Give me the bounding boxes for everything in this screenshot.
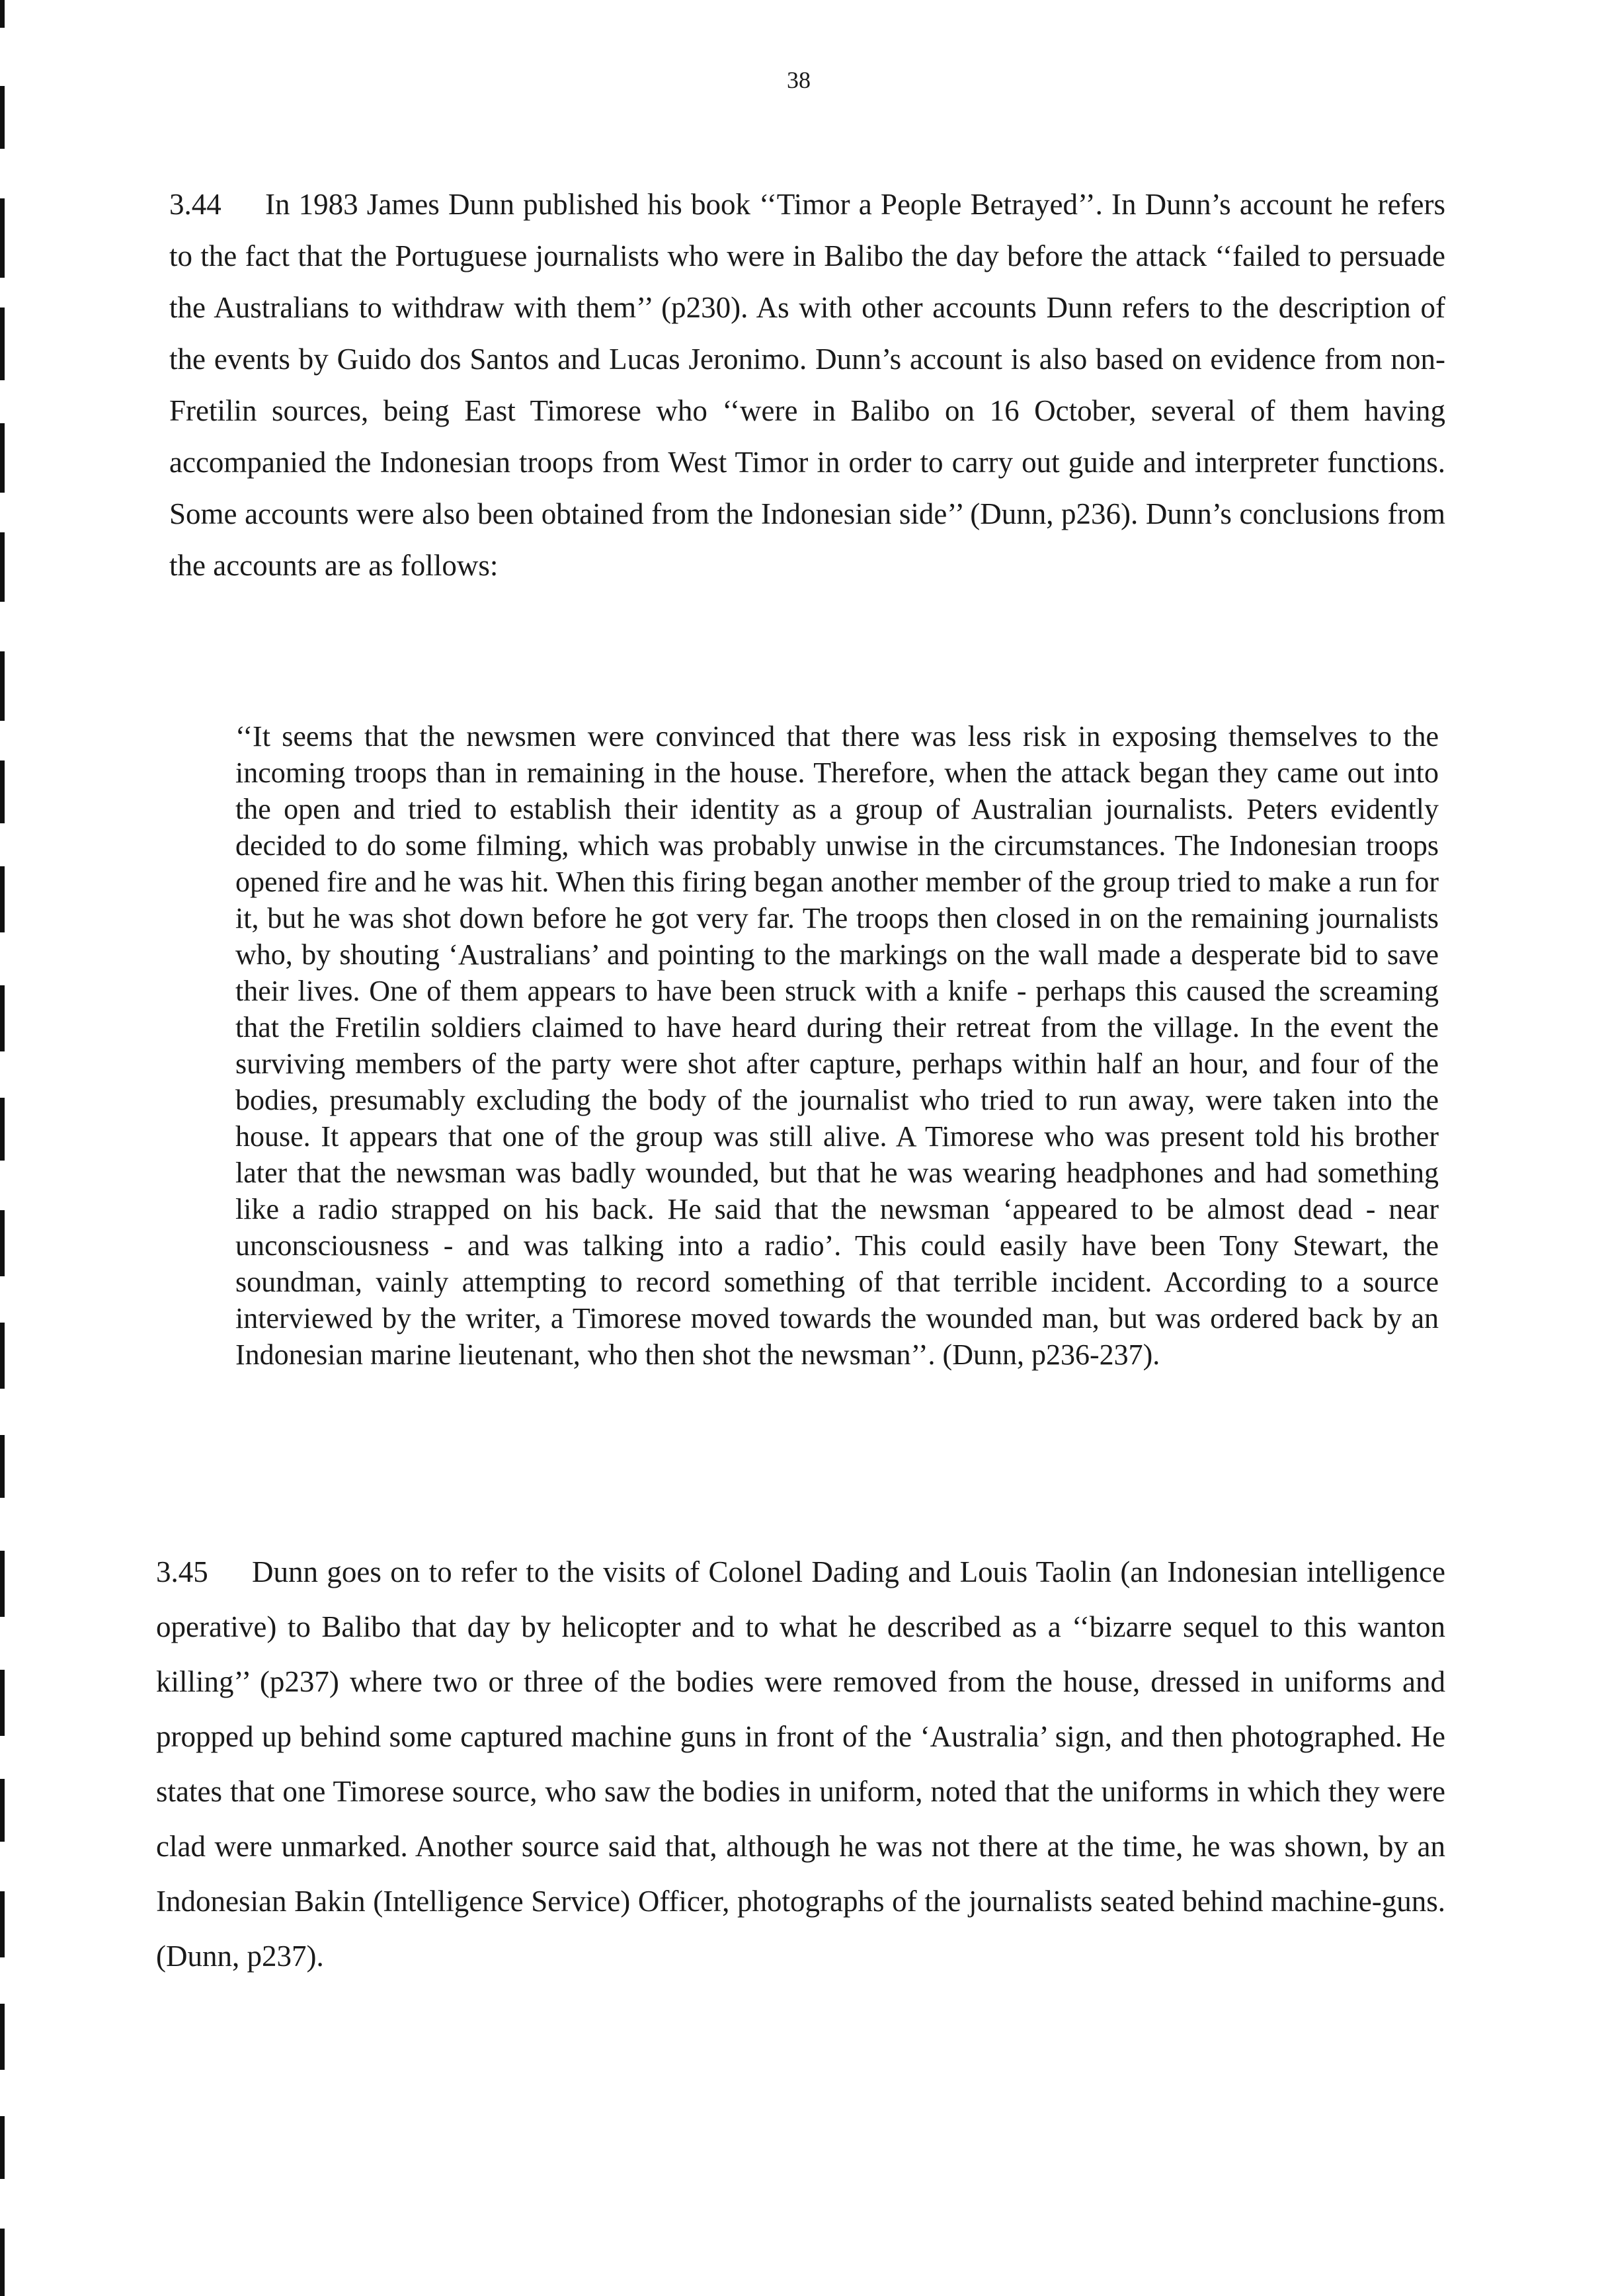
paragraph-text: Dunn goes on to refer to the visits of Colonel Dading and Louis Taolin (an Indonesian intelligence operative) to Balibo that day by helicopter and to what he described as a ‘‘bizarre sequel to this wanton killing’’ (p237) where two or three of the bodies were removed from the house, dressed in uniforms and propped up behind some captured machine guns in front of the ‘Australia’ sign, and then photographed. He states that one Timorese source, who saw the bodies in uniform, noted that the uniforms in which they were clad were unmarked. Another source said that, although he was not there at the time, he was shown, by an Indonesian Bakin (Intelligence Service) Officer, photographs of the journalists seated behind machine-guns. (Dunn, p237). xyxy=(156,1555,1445,1973)
binder-edge-mark xyxy=(0,866,5,932)
paragraph-number: 3.45 xyxy=(156,1555,208,1588)
binder-edge-mark xyxy=(0,423,5,493)
binder-edge-mark xyxy=(0,651,5,721)
paragraph-3-45 xyxy=(156,1545,1445,1984)
binder-edge-mark xyxy=(0,2004,5,2070)
binder-edge-mark xyxy=(0,1670,5,1736)
page-number: 38 xyxy=(787,67,811,93)
paragraph-3-44 xyxy=(169,179,1445,591)
binder-edge-mark xyxy=(0,198,5,278)
binder-edge-mark xyxy=(0,2116,5,2179)
binder-edge-mark xyxy=(0,1210,5,1276)
binder-edge-mark xyxy=(0,1551,5,1617)
binder-edge-mark xyxy=(0,308,5,380)
binder-edge-mark xyxy=(0,1323,5,1389)
binder-edge-mark xyxy=(0,1779,5,1842)
quote-text: ‘‘It seems that the newsmen were convinced that there was less risk in exposing themselves to the incoming troops than in remaining in the house. Therefore, when the attack began they came out into the open and tried to establish their identity as a group of Australian journalists. Peters evidently decided to do some filming, which was probably unwise in the circumstances. The Indonesian troops opened fire and he was hit. When this firing began another member of the group tried to make a run for it, but he was shot down before he got very far. The troops then closed in on the remaining journalists who, by shouting ‘Australians’ and pointing to the markings on the wall made a desperate bid to save their lives. One of them appears to have been struck with a knife - perhaps this caused the screaming that the Fretilin soldiers claimed to have heard during their retreat from the village. In the event the surviving members of the party were shot after capture, perhaps within half an hour, and four of the bodies, presumably excluding the body of the journalist who tried to run away, were taken into the house. It appears that one of the group was still alive. A Timorese who was present told his brother later that the newsman was badly wounded, but that he was wearing headphones and had something like a radio strapped on his back. He said that the newsman ‘appeared to be almost dead - near unconsciousness - and was talking into a radio’. This could easily have been Tony Stewart, the soundman, vainly attempting to record something of that terrible incident. According to a source interviewed by the writer, a Timorese moved towards the wounded man, but was ordered back by an Indonesian marine lieutenant, who then shot the newsman’’. (Dunn, p236-237). xyxy=(235,720,1439,1371)
binder-edge-mark xyxy=(0,985,5,1051)
binder-edge-mark xyxy=(0,86,5,149)
binder-edge-mark xyxy=(0,1891,5,1957)
block-quote xyxy=(235,718,1439,1373)
binder-edge-mark xyxy=(0,1435,5,1498)
binder-edge-mark xyxy=(0,0,5,28)
paragraph-number: 3.44 xyxy=(169,188,221,221)
paragraph-text: In 1983 James Dunn published his book ‘‘Timor a People Betrayed’’. In Dunn’s account he refers to the fact that the Portuguese journalists who were in Balibo the day before the attack ‘‘failed to persuade the Australians to withdraw with them’’ (p230). As with other accounts Dunn refers to the description of the events by Guido dos Santos and Lucas Jeronimo. Dunn’s account is also based on evidence from non-Fretilin sources, being East Timorese who ‘‘were in Balibo on 16 October, several of them having accompanied the Indonesian troops from West Timor in order to carry out guide and interpreter functions. Some accounts were also been obtained from the Indonesian side’’ (Dunn, p236). Dunn’s conclusions from the accounts are as follows: xyxy=(169,188,1445,582)
binder-edge-mark xyxy=(0,760,5,823)
binder-edge-mark xyxy=(0,532,5,602)
binder-edge-mark xyxy=(0,2229,5,2296)
binder-edge-mark xyxy=(0,1098,5,1161)
